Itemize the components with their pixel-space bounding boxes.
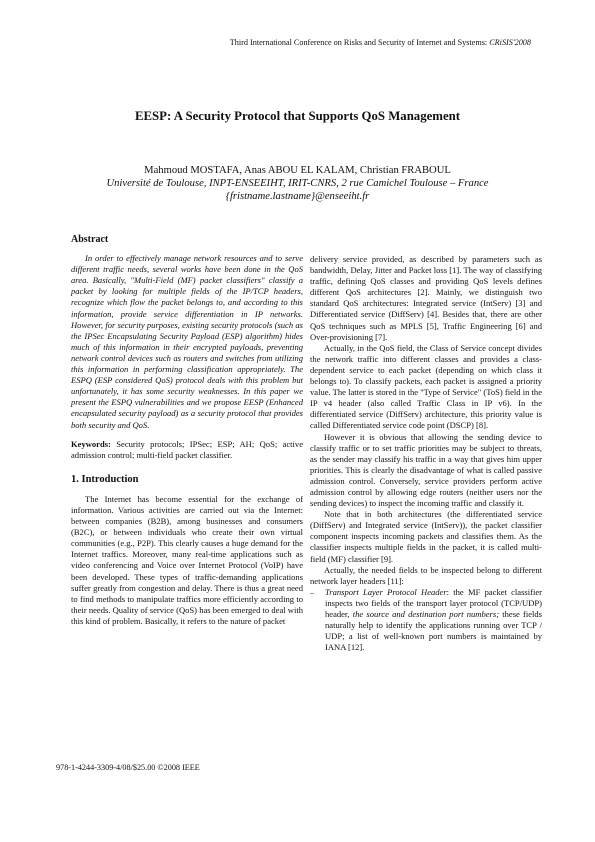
author-names: Mahmoud MOSTAFA, Anas ABOU EL KALAM, Christian FRABOUL — [144, 165, 451, 176]
paragraph-continued: delivery service provided, as described by parameters such as bandwidth, Delay, Jitter and Packet loss [1]. The way of classifying traffic, defining QoS classes and providing QoS levels defines different QoS architectures [2]. Mainly, we distinguish two standard QoS architectures: Integrated service (IntServ) [3] and Differentiated service (DiffServ) [4]. Besides that, there are other QoS techniques such as MPLS [5], Traffic Engineering [6] and Over-provisioning [7]. — [310, 254, 542, 342]
abstract-heading: Abstract — [71, 234, 109, 245]
paper-title: EESP: A Security Protocol that Supports QoS Management — [134, 109, 461, 123]
abstract-text: In order to effectively manage network resources and to serve different traffic needs, several works have been done in the QoS area. Basically, "Multi-Field (MF) packet classifiers" classify a packet by looking for multiple fields of the IP/TCP headers, recognize which flow the packet belongs to, and according to this information, provide service differentiation in IP networks. However, for security purposes, existing security protocols (such as the IPSec Encapsulating Security Payload (ESP) algorithm) hides much of this information in their encrypted payloads, preventing network control devices such as routers and switches from utilizing this information in performing classification appropriately. The ESPQ (ESP considered QoS) protocol deals with this problem but unfortunately, it has some security weaknesses. In this paper we present the ESPQ vulnerabilities and we propose EESP (Enhanced encapsulated security payload) as a security protocol that provides both security and QoS. — [71, 253, 303, 430]
list-item — [310, 587, 542, 654]
paragraph-fields: Actually, the needed fields to be inspected belong to different network layer headers [11]: — [310, 564, 542, 586]
keywords — [71, 439, 303, 461]
bullet-text-c: these fields naturally help to identify the applications running over TCP / UDP; a list of well-known port numbers is maintained by IANA [12]. — [325, 609, 542, 653]
paragraph-architectures: Note that in both architectures (the differentiated service (DiffServ) and Integrated service (IntServ)), the packet classifier component inspects incoming packets and classifies them. As the classifier inspects multiple fields in the packet, it is called multi-field (MF) classifier [9]. — [310, 509, 542, 564]
running-header — [230, 38, 531, 47]
bullet-text-b: the source and destination port numbers; — [352, 609, 500, 619]
intro-paragraph: The Internet has become essential for the exchange of information. Various activities are carried out via the Internet: between companies (B2B), among businesses and consumers (B2C), or between individuals who create their own virtual communities (e.g., P2P). This clearly causes a huge demand for the Internet traffics. Moreover, many real-time applications such as video conferencing and Voice over Internet Protocol (VoIP) have been developed. These types of traffic-demanding applications suffer greatly from congestion and delay. There is thus a great need to find methods to manipulate traffics more efficiently according to their needs. Quality of service (QoS) has been emerged to deal with this kind of problem. Basically, it refers to the nature of packet — [71, 493, 303, 626]
keywords-label: Keywords: — [71, 438, 111, 449]
bullet-dash: – — [310, 586, 315, 597]
conference-name: Third International Conference on Risks and Security of Internet and Systems: — [229, 38, 490, 47]
section-heading-introduction: 1. Introduction — [71, 473, 139, 485]
paragraph-admission-control: However it is obvious that allowing the sending device to classify traffic or to set traffic priorities may be subject to threats, as the sender may classify his traffic in a way that gives him upper priorities. This is clearly the disadvantage of what is called passive admission control. Conversely, service providers perform active admission control by allowing edge routers (neither users nor the sending devices) to inspect the incoming traffic and classify it. — [310, 431, 542, 509]
bullet-text-a: : the MF packet classifier inspects two fields of the transport layer protocol (TCP/UDP) header, — [325, 586, 542, 619]
left-column — [71, 234, 303, 627]
author-affiliation: Université de Toulouse, INPT-ENSEEIHT, IRIT-CNRS, 2 rue Camichel Toulouse – France — [106, 178, 489, 189]
author-email: {fristname.lastname}@enseeiht.fr — [225, 191, 370, 202]
paragraph-class-of-service: Actually, in the QoS field, the Class of Service concept divides the network traffic into different classes and provides a class-dependent service to each packet (depending on which class it belongs to). To classify packets, each packet is assigned a priority value. The latter is stored in the "Type of Service" (ToS) field in the IP v4 header (also called Traffic Class in IP v6). In the differentiated service (DiffServ) architecture, this priority value is called Differentiated service code point (DSCP) [8]. — [310, 342, 542, 431]
keywords-text: Security protocols; IPSec; ESP; AH; QoS; active admission control; multi-field packet classifier. — [71, 438, 303, 460]
footer-copyright: 978-1-4244-3309-4/08/$25.00 ©2008 IEEE — [56, 763, 200, 772]
bullet-label: Transport Layer Protocol Header — [325, 586, 447, 597]
conference-short: CRiSIS'2008 — [489, 38, 531, 47]
author-block — [0, 164, 595, 203]
right-column — [310, 254, 542, 653]
